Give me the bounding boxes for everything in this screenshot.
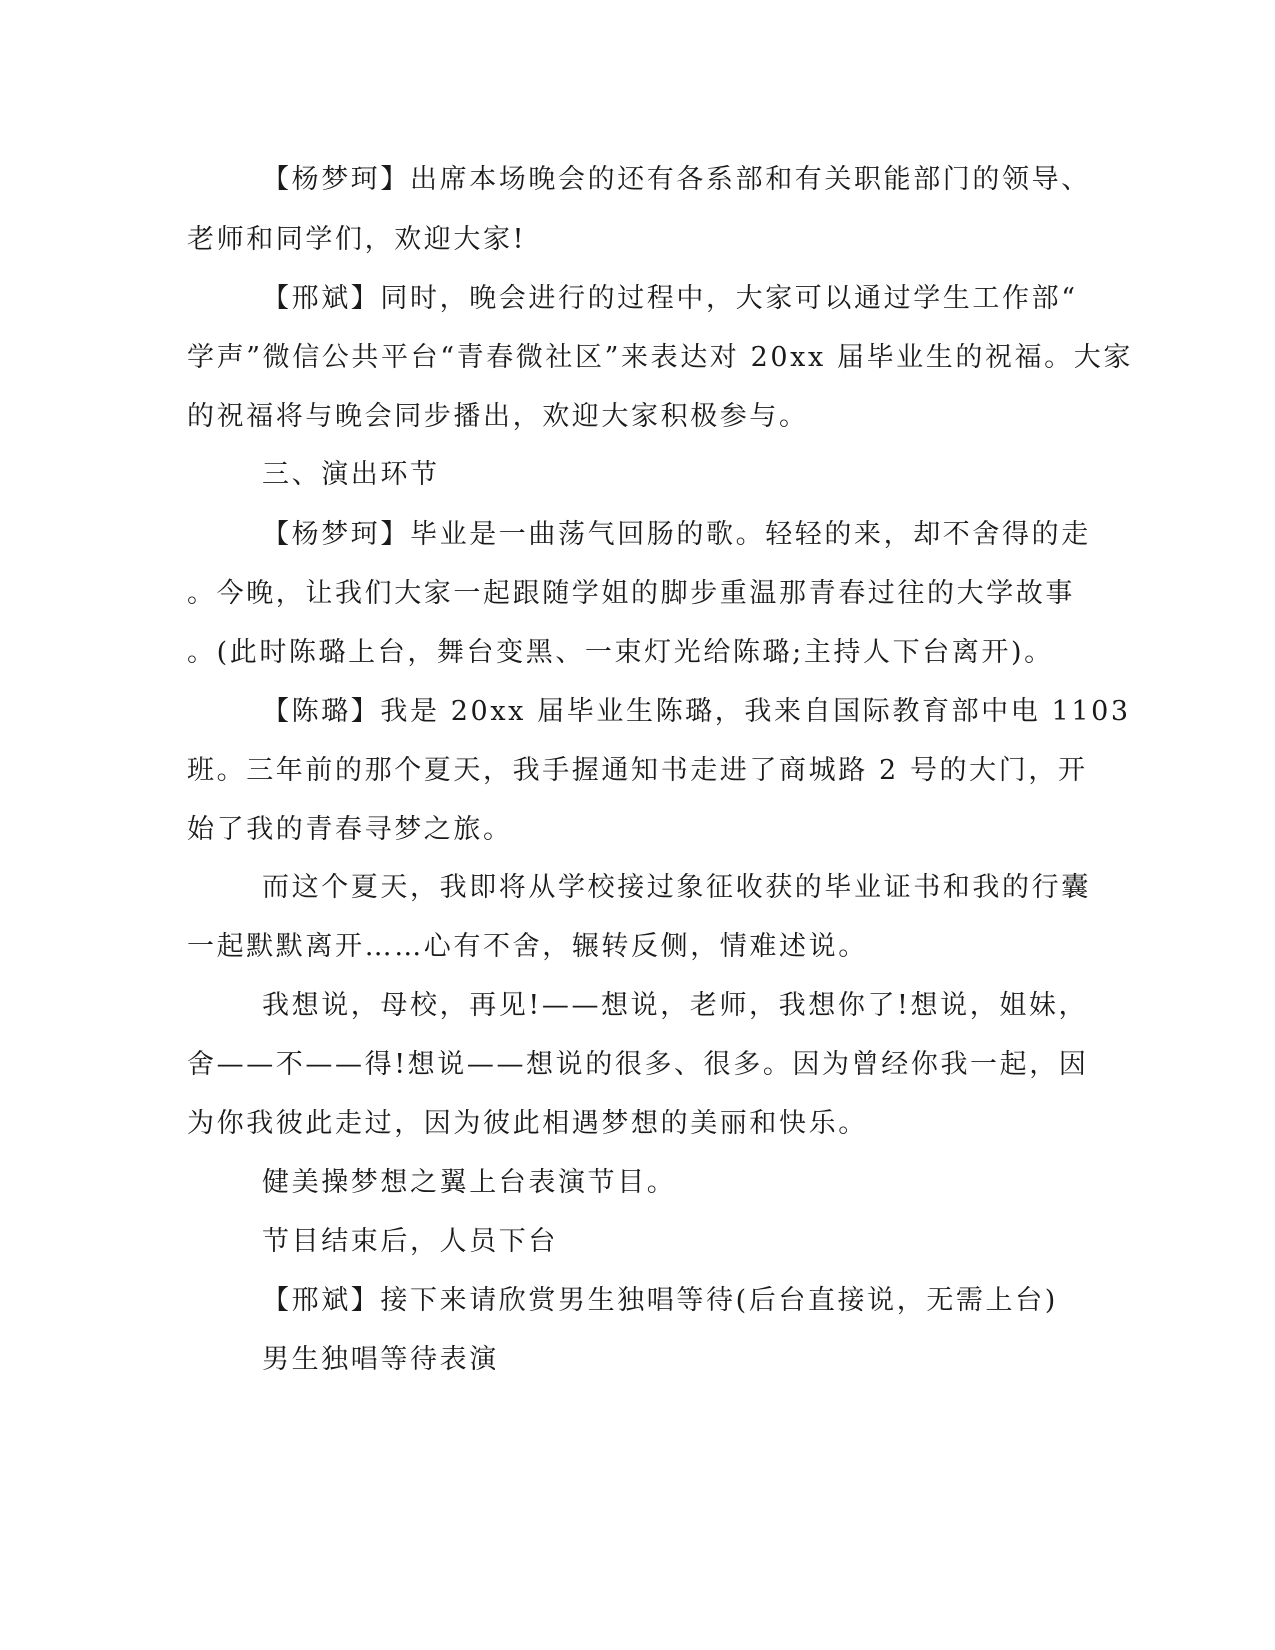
text-line: 学声”微信公共平台“青春微社区”来表达对 20xx 届毕业生的祝福。大家 [187, 342, 1133, 373]
text-line: 老师和同学们，欢迎大家! [187, 224, 527, 255]
text-line: 我想说，母校，再见!——想说，老师，我想你了!想说，姐妹， [262, 990, 1089, 1021]
section-heading: 三、演出环节 [262, 459, 440, 490]
text-line: 。今晚，让我们大家一起跟随学姐的脚步重温那青春过往的大学故事 [187, 578, 1075, 609]
text-line: 【邢斌】接下来请欣赏男生独唱等待(后台直接说，无需上台) [262, 1285, 1058, 1316]
text-line: 为你我彼此走过，因为彼此相遇梦想的美丽和快乐。 [187, 1108, 868, 1139]
text-line: 的祝福将与晚会同步播出，欢迎大家积极参与。 [187, 401, 809, 432]
text-line: 一起默默离开……心有不舍，辗转反侧，情难述说。 [187, 931, 868, 962]
text-line: 男生独唱等待表演 [262, 1344, 499, 1375]
text-line: 节目结束后，人员下台 [262, 1226, 558, 1257]
text-line: 健美操梦想之翼上台表演节目。 [262, 1167, 677, 1198]
text-line: 而这个夏天，我即将从学校接过象征收获的毕业证书和我的行囊 [262, 872, 1091, 903]
text-line: 【杨梦珂】出席本场晚会的还有各系部和有关职能部门的领导、 [262, 164, 1091, 195]
text-line: 【杨梦珂】毕业是一曲荡气回肠的歌。轻轻的来，却不舍得的走 [262, 519, 1091, 550]
text-line: 始了我的青春寻梦之旅。 [187, 814, 513, 845]
text-line: 【邢斌】同时，晚会进行的过程中，大家可以通过学生工作部“ [262, 283, 1078, 314]
text-line: 舍——不——得!想说——想说的很多、很多。因为曾经你我一起，因 [187, 1049, 1089, 1080]
text-line: 。(此时陈璐上台，舞台变黑、一束灯光给陈璐;主持人下台离开)。 [187, 637, 1054, 668]
text-line: 班。三年前的那个夏天，我手握通知书走进了商城路 2 号的大门，开 [187, 755, 1088, 786]
text-line: 【陈璐】我是 20xx 届毕业生陈璐，我来自国际教育部中电 1103 [262, 696, 1131, 727]
